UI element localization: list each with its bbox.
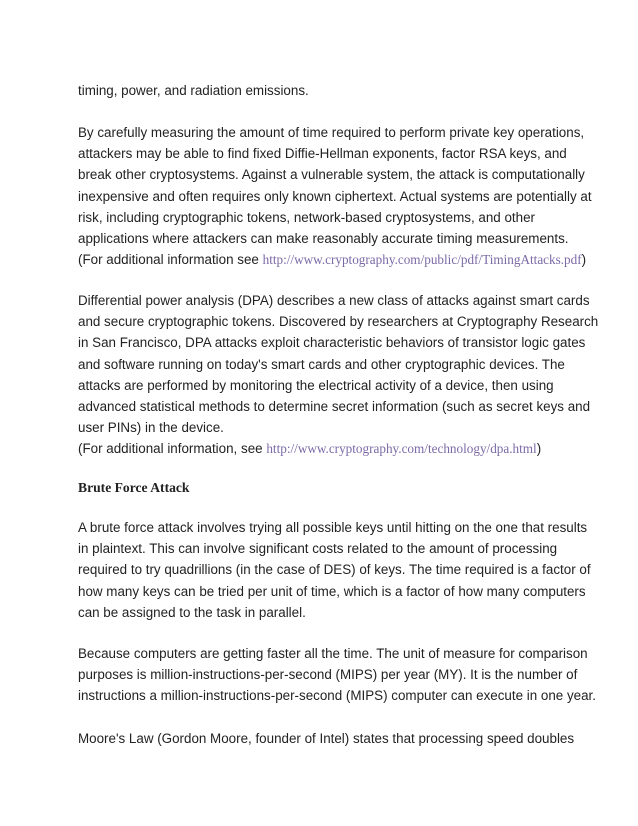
text-line: inexpensive and often requires only known ciphertext. Actual systems are potentially at <box>78 188 592 204</box>
reference-line <box>78 249 587 270</box>
reference-prefix: (For additional information, see <box>78 441 267 457</box>
text-line: By carefully measuring the amount of time required to perform private key operations, <box>78 125 585 140</box>
dpa-link[interactable]: http://www.cryptography.com/technology/dpa.html <box>266 441 537 457</box>
text-line: Differential power analysis (DPA) describes a new class of attacks against smart cards <box>78 293 590 308</box>
text-line: risk, including cryptographic tokens, network-based cryptosystems, and other <box>78 209 535 225</box>
text-line: Moore's Law (Gordon Moore, founder of Intel) states that processing speed doubles <box>78 731 575 746</box>
text-line: timing, power, and radiation emissions. <box>78 83 309 98</box>
text-line: user PINs) in the device. <box>78 420 224 436</box>
section-heading: Brute Force Attack <box>78 480 190 495</box>
text-line: and secure cryptographic tokens. Discovered by researchers at Cryptography Research <box>78 314 599 330</box>
text-line: break other cryptosystems. Against a vulnerable system, the attack is computationally <box>78 167 585 183</box>
text-line: how many keys can be tried per unit of time, which is a factor of how many computers <box>78 583 586 599</box>
timing-attacks-link[interactable]: http://www.cryptography.com/public/pdf/TimingAttacks.pdf <box>262 252 582 268</box>
text-line: can be assigned to the task in parallel. <box>78 604 306 620</box>
text-line: purposes is million-instructions-per-second (MIPS) per year (MY). It is the number of <box>78 667 578 683</box>
reference-prefix: (For additional information see <box>78 252 263 268</box>
text-line: Because computers are getting faster all the time. The unit of measure for comparison <box>78 646 588 661</box>
reference-suffix: ) <box>581 252 587 268</box>
paragraph-brute-force <box>78 517 591 623</box>
paragraph-moores-law <box>78 728 578 749</box>
text-line: attackers may be able to find fixed Diffie-Hellman exponents, factor RSA keys, and <box>78 146 567 162</box>
paragraph-dpa <box>78 290 599 460</box>
text-line: instructions a million-instructions-per-second (MIPS) computer can execute in one year. <box>78 688 596 704</box>
text-line: and software running on today's smart cards and other cryptographic devices. The <box>78 356 565 372</box>
reference-suffix: ) <box>536 441 542 457</box>
text-line: required to try quadrillions (in the case of DES) of keys. The time required is a factor of <box>78 562 591 578</box>
paragraph-mips <box>78 643 596 707</box>
reference-line <box>78 438 578 459</box>
text-line: applications where attackers can make reasonably accurate timing measurements. <box>78 231 569 247</box>
text-line: in plaintext. This can involve significant costs related to the amount of processing <box>78 541 558 557</box>
text-line: attacks are performed by monitoring the electrical activity of a device, then using <box>78 377 554 393</box>
text-line: A brute force attack involves trying all possible keys until hitting on the one that results <box>78 520 588 535</box>
text-line: in San Francisco, DPA attacks exploit characteristic behaviors of transistor logic gates <box>78 335 586 351</box>
text-line: advanced statistical methods to determine secret information (such as secret keys and <box>78 399 591 415</box>
paragraph-timing-attack <box>78 122 592 270</box>
paragraph-timing-intro <box>78 80 578 101</box>
